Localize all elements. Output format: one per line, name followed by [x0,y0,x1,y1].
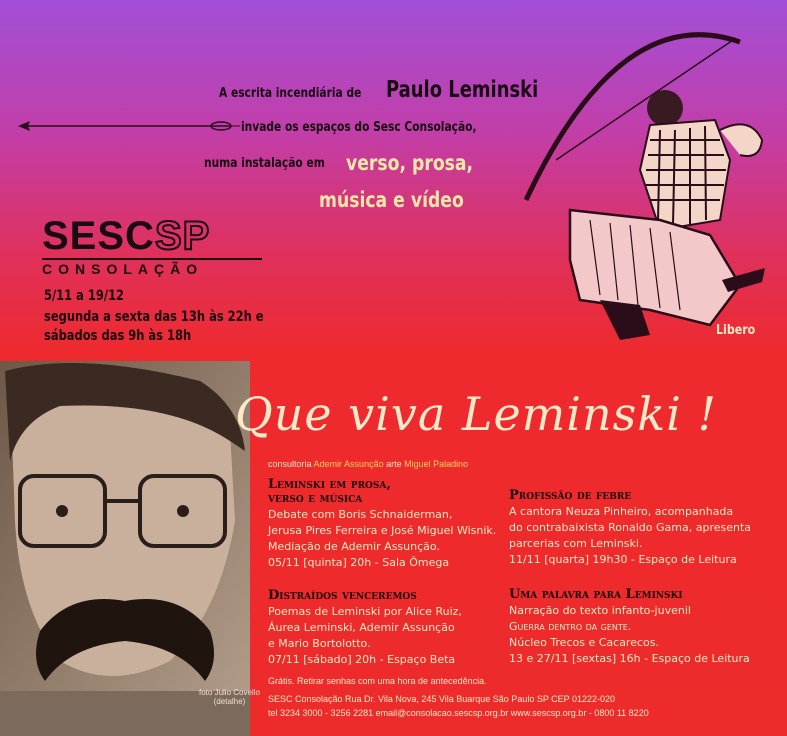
leminski-photo [0,361,250,736]
event-3-line: do contrabaixista Ronaldo Gama, apresenta [509,521,752,534]
footer-address: SESC Consolação Rua Dr. Vila Nova, 245 Vila Buarque São Paulo SP CEP 01222-020 [268,694,616,704]
sesc-logo [42,216,262,277]
event-1-title-line2: verso e música [268,491,363,506]
credits-consult-label: consultoria [268,459,312,469]
event-1-line: Debate com Boris Schnaiderman, [268,508,453,521]
event-3 [509,488,751,568]
event-4-line: 13 e 27/11 [sextas] 16h - Espaço de Leitura [509,652,750,665]
footer-contact: tel 3234 3000 - 3256 2281 email@consolacao.sescsp.org.br www.sescsp.org.br - 0800 11 8220 [268,708,649,718]
event-2-line: Poemas de Leminski por Alice Ruiz, [268,605,462,618]
intro-author-name: Paulo Leminski [386,77,539,103]
event-3-title: Profissão de febre [509,488,632,503]
arrow-icon [18,119,243,133]
footer-free-tickets: Grátis. Retirar senhas com uma hora de antecedência. [268,676,487,686]
intro-line3-prefix: numa instalação em [204,156,325,171]
event-3-line: parcerias com Leminski. [509,537,643,550]
intro-verso-prosa: verso, prosa, [346,151,474,175]
photo-credit-line2: (detalhe) [213,697,246,706]
event-4-line: Narração do texto infanto-juvenil [509,604,691,617]
archer-illustration [500,20,780,350]
event-2-title: Distraídos venceremos [268,588,417,603]
photo-credit-line1: foto Julio Covello [199,688,260,697]
event-4-title: Uma palavra para Leminski [509,587,683,602]
event-2-line: Áurea Leminski, Ademir Assunção [268,621,455,634]
schedule-weekdays: segunda a sexta das 13h às 22h e [44,309,264,325]
sesc-logo-text: SESC [42,214,155,258]
event-1 [268,477,496,571]
event-1-line: 05/11 [quinta] 20h - Sala Ômega [268,556,450,569]
credits [268,459,468,469]
photo-credit [199,688,260,706]
credits-art-name: Miguel Paladino [404,459,469,469]
event-4-line: Núcleo Trecos e Cacarecos. [509,636,659,649]
event-3-line: A cantora Neuza Pinheiro, acompanhada [509,505,734,518]
consolacao-logo-text: CONSOLAÇÃO [42,258,262,277]
event-1-line: Jerusa Pires Ferreira e José Miguel Wisnik. [268,524,497,537]
intro-line1-prefix: A escrita incendiária de [219,86,362,101]
illustration-caption: Libero [716,323,756,338]
schedule-saturdays: sábados das 9h às 18h [44,328,192,344]
event-2-line: e Mario Bortolotto. [268,637,371,650]
sp-logo-text: SP [154,214,211,258]
intro-line2: invade os espaços do Sesc Consolação, [241,120,477,135]
event-3-line: 11/11 [quarta] 19h30 - Espaço de Leitura [509,553,737,566]
main-title: Que viva Leminski ! [235,387,717,441]
event-2-line: 07/11 [sábado] 20h - Espaço Beta [268,653,456,666]
credits-art-label: arte [386,459,402,469]
event-1-line: Mediação de Ademir Assunção. [268,540,440,553]
event-4-line: Guerra dentro da gente. [509,620,632,633]
event-4 [509,587,750,667]
schedule-dates: 5/11 a 19/12 [44,288,125,304]
intro-musica-video: música e vídeo [319,188,464,212]
credits-consult-name: Ademir Assunção [313,459,384,469]
event-2 [268,588,462,668]
event-1-title-line1: Leminski em prosa, [268,477,391,492]
